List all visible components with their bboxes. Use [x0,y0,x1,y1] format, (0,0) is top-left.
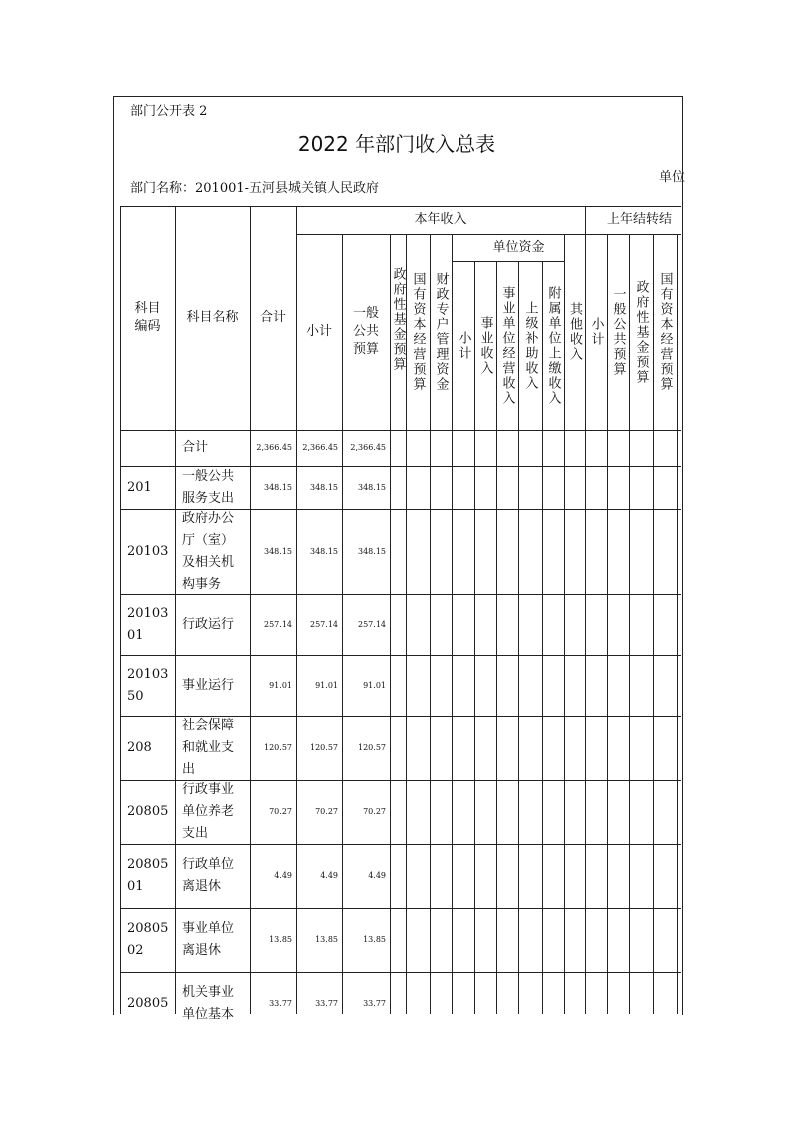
header-uf-subtotal: 小计 [455,330,471,361]
row-general-budget: 70.27 [363,807,386,816]
row-name: 政府办公厅（室）及相关机构事务 [182,510,235,592]
header-unit-funds: 单位资金 [492,239,545,255]
row-general-budget: 257.14 [358,619,386,629]
row-total: 91.01 [269,680,292,690]
row-general-budget: 348.15 [358,482,386,492]
row-name: 社会保障和就业支出 [182,718,235,777]
row-name: 一般公共服务支出 [182,468,235,506]
header-name: 科目名称 [186,310,239,325]
row-subtotal: 33.77 [315,999,338,1008]
row-total: 2,366.45 [256,443,292,452]
header-state-capital: 国有资本经营预算 [410,272,426,392]
row-name: 行政运行 [182,616,235,632]
header-py-state-capital: 国有资本经营预算 [657,272,673,392]
row-total: 13.85 [269,935,292,944]
header-other-income: 其他收入 [567,302,582,362]
header-current-year: 本年收入 [414,212,467,227]
row-general-budget: 13.85 [363,935,386,944]
row-name: 事业单位离退休 [182,921,235,958]
row-name: 合计 [182,440,209,455]
header-prior-year: 上年结转结 [607,212,673,227]
row-general-budget: 33.77 [363,999,386,1008]
row-general-budget: 4.49 [368,871,386,880]
row-subtotal: 257.14 [310,619,338,629]
row-general-budget: 91.01 [363,680,386,690]
page-title: 2022 年部门收入总表 [297,132,496,156]
row-code: 20805 02 [127,921,169,958]
header-subtotal: 小计 [305,324,332,339]
header-code: 科目 编码 [134,301,161,334]
header-superior-subsidy: 上级补助收入 [522,300,538,391]
row-subtotal: 348.15 [310,546,338,556]
row-subtotal: 91.01 [315,680,338,690]
row-subtotal: 348.15 [310,482,338,492]
income-table [120,206,681,1022]
row-code [127,430,173,466]
header-total: 合计 [259,310,286,325]
row-name: 行政单位离退休 [182,857,235,894]
header-gov-fund: 政府性基金预算 [390,266,406,372]
row-total: 70.27 [269,807,292,816]
row-name: 事业运行 [182,677,235,693]
row-total: 4.49 [274,871,292,880]
row-code: 20103 50 [127,666,169,704]
row-subtotal: 13.85 [315,935,338,944]
doc-label: 部门公开表 2 [130,104,208,119]
row-code: 20805 [127,996,169,1011]
row-total: 348.15 [264,546,292,556]
header-py-gov-fund: 政府性基金预算 [633,279,649,385]
row-subtotal: 2,366.45 [302,443,338,452]
row-code: 20103 01 [127,605,169,643]
row-code: 20103 [127,543,169,559]
row-code: 201 [127,479,152,495]
row-total: 120.57 [264,743,292,752]
row-code: 208 [127,740,152,755]
row-name: 机关事业单位基本 [182,985,235,1022]
header-py-general: 一般公共预算 [610,287,626,377]
header-business-operating: 事业单位经营收入 [499,285,515,406]
header-affiliated-payment: 附属单位上缴收入 [545,285,561,406]
header-general-budget: 一般 公共 预算 [352,306,379,357]
row-general-budget: 348.15 [358,546,386,556]
row-code: 20805 01 [127,857,169,894]
row-subtotal: 70.27 [315,807,338,816]
header-business-income: 事业收入 [477,315,493,376]
row-total: 257.14 [264,619,292,629]
department-name: 部门名称：201001-五河县城关镇人民政府 [130,181,380,196]
unit-label: 单位 [659,170,686,185]
row-code: 20805 [127,804,169,819]
row-subtotal: 4.49 [320,871,338,880]
row-total: 348.15 [264,482,292,492]
header-py-subtotal: 小计 [588,317,604,347]
row-total: 33.77 [269,999,292,1008]
row-subtotal: 120.57 [310,743,338,752]
row-general-budget: 2,366.45 [350,443,386,452]
row-name: 行政事业单位养老支出 [182,782,235,841]
row-general-budget: 120.57 [358,743,386,752]
header-fiscal-special: 财政专户管理资金 [433,272,449,392]
